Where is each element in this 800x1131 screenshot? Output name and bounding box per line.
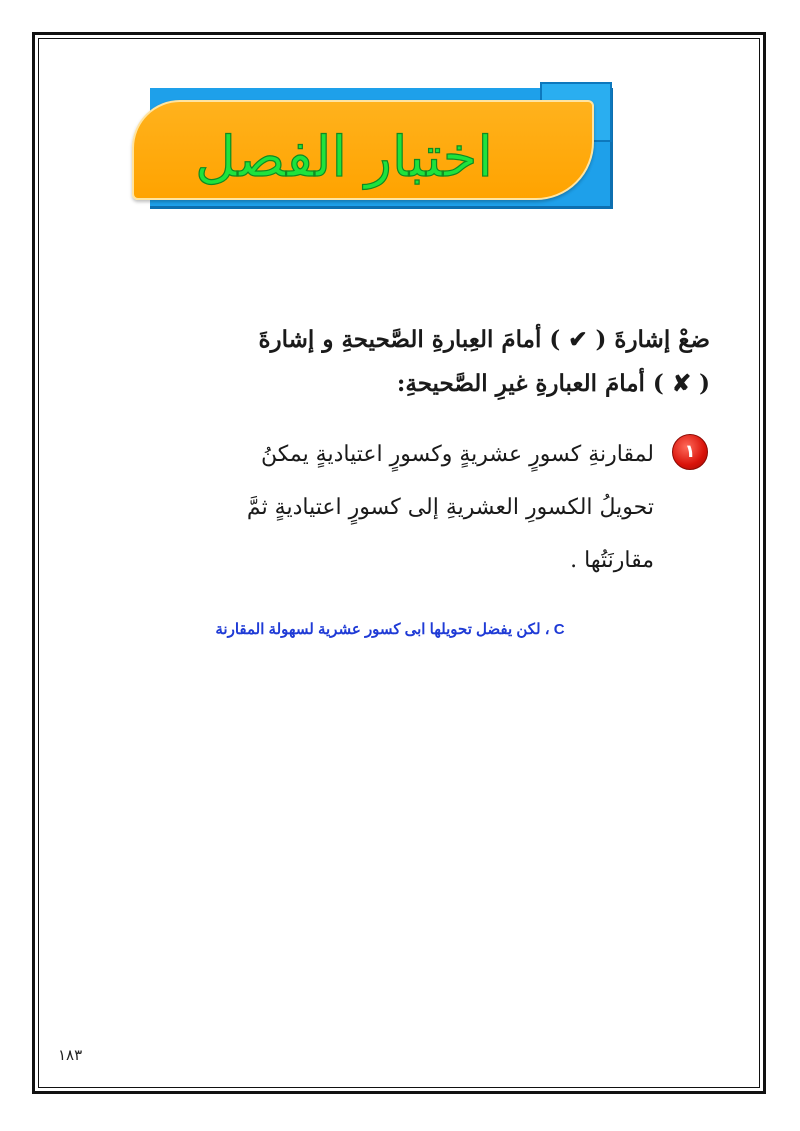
title-banner: [132, 82, 612, 212]
instruction-text: [200, 318, 710, 406]
question-line: تحويلُ الكسورِ العشريةِ إلى كسورٍ اعتياديةٍ ثمَّ: [246, 495, 654, 520]
question-1: [200, 428, 710, 587]
question-line: لمقارنةِ كسورٍ عشريةٍ وكسورٍ اعتياديةٍ يمكنُ: [260, 442, 654, 467]
page-number: ١٨٣: [58, 1046, 83, 1064]
question-number-badge: ١: [672, 434, 708, 470]
instruction-line-2: ( ✘ ) أمامَ العبارةِ غيرِ الصَّحيحةِ:: [396, 370, 710, 397]
instruction-line-1: ضعْ إشارةَ ( ✔ ) أمامَ العِبارةِ الصَّحيحةِ و إشارةَ: [258, 326, 710, 353]
banner-plate: [132, 100, 594, 200]
chapter-test-title: اختبار الفصل: [195, 125, 493, 190]
question-line: مقارنَتُها .: [570, 548, 654, 573]
answer-text: C ، لكن يفضل تحويلها ابى كسور عشرية لسهولة المقارنة: [215, 621, 565, 638]
